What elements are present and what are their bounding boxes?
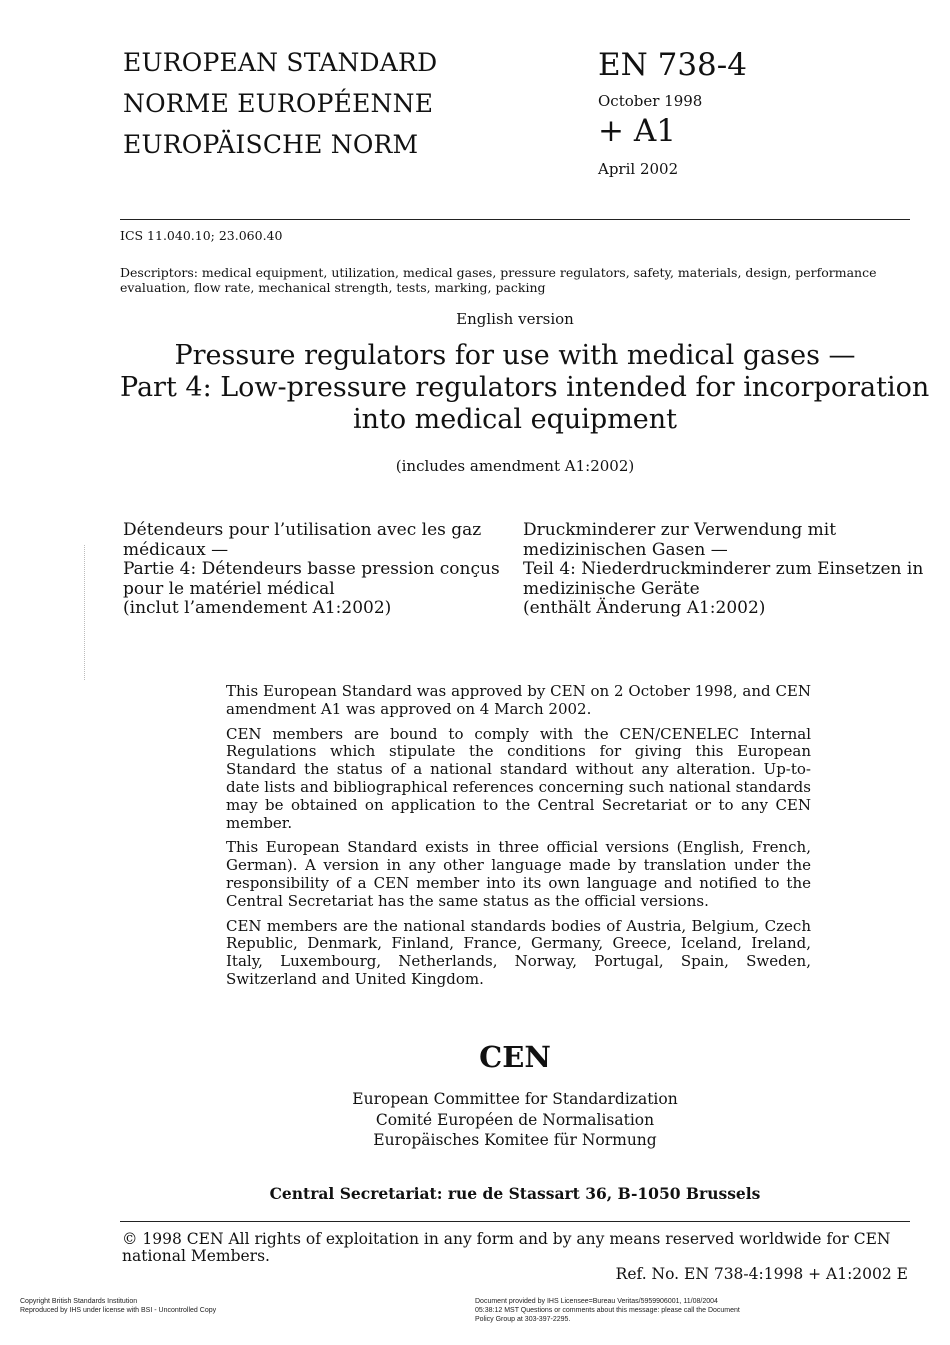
title-line: Pressure regulators for use with medical gases — [174,340,856,371]
paragraph-regulations: CEN members are bound to comply with the CEN/CENELEC Internal Regulations which stipulate the conditions for giving this European Standard the status of a national standard without any alteration. Up-to-date lists and bibliographical references concerning such national standards may be obtained on application to the Central Secretariat or to any CEN member. [226,724,811,832]
margin-mark [84,545,85,680]
document-title [120,340,930,436]
footer-right [475,1297,795,1324]
french-title-line: pour le matériel médical [123,578,335,599]
central-secretariat: Central Secretariat: rue de Stassart 36, B-1050 Brussels [269,1184,761,1203]
paragraph-members: CEN members are the national standards bodies of Austria, Belgium, Czech Republic, Denmark, Finland, France, Germany, Greece, Iceland, Ireland, Italy, Luxembourg, Netherlands, Norway, Portugal, Spain, Sweden, Switzerland and United Kingdom. [226,916,811,988]
paragraph-approval: This European Standard was approved by CEN on 2 October 1998, and CEN amendment A1 was approved on 4 March 2002. [226,682,811,718]
includes-amendment: (includes amendment A1:2002) [395,457,635,475]
cen-name-en: European Committee for Standardization [352,1090,678,1108]
descriptors: Descriptors: medical equipment, utilization, medical gases, pressure regulators, safety, materials, design, performance evaluation, flow rate, mechanical strength, tests, marking, packing [120,265,877,295]
german-title [523,521,923,619]
german-title-line: Druckminderer zur Verwendung mit [523,520,837,540]
standard-name-en: EUROPEAN STANDARD [123,48,438,77]
footer-right-line: 05:38:12 MST Questions or comments about this message: please call the Document [475,1307,740,1314]
french-title-line: (inclut l’amendement A1:2002) [123,598,392,618]
french-title-line: Partie 4: Détendeurs basse pression conçus [123,559,500,579]
standard-date: October 1998 [598,92,703,110]
title-line: Part 4: Low-pressure regulators intended for incorporation [120,372,930,403]
standard-number: EN 738-4 [598,47,747,83]
header-divider [120,219,910,220]
amendment-label: + A1 [598,113,676,149]
version-label: English version [456,310,574,328]
cen-acronym: CEN [479,1040,551,1074]
ics-codes: ICS 11.040.10; 23.060.40 [120,228,283,243]
german-title-line: medizinischen Gasen — [523,539,728,560]
footer-divider [120,1221,910,1222]
french-title-line: Détendeurs pour l’utilisation avec les gaz [123,520,482,540]
standard-names [123,42,437,165]
french-title-line: médicaux — [123,539,229,560]
cen-names [120,1089,910,1151]
german-title-line: (enthält Änderung A1:2002) [523,598,766,618]
copyright-notice: © 1998 CEN All rights of exploitation in any form and by any means reserved worldwide for CEN national Members. [122,1230,891,1265]
footer-right-line: Policy Group at 303-397-2295. [475,1316,571,1323]
footer-left-line: Copyright British Standards Institution [20,1298,138,1305]
german-title-line: medizinische Geräte [523,578,700,599]
cen-name-de: Europäisches Komitee für Normung [373,1131,657,1149]
footer-right-line: Document provided by IHS Licensee=Bureau Veritas/5959906001, 11/08/2004 [475,1298,718,1305]
footer-left-line: Reproduced by IHS under license with BSI - Uncontrolled Copy [20,1307,217,1314]
approval-text [226,683,811,996]
paragraph-versions: This European Standard exists in three official versions (English, French, German). A version in any other language made by translation under the responsibility of a CEN member into its own language and notified to the Central Secretariat has the same status as the official versions. [226,838,811,910]
standard-name-de: EUROPÄISCHE NORM [123,130,419,159]
cen-name-fr: Comité Européen de Normalisation [375,1110,655,1129]
title-line: into medical equipment [352,404,678,435]
french-title [123,521,503,619]
reference-number: Ref. No. EN 738-4:1998 + A1:2002 E [615,1265,908,1283]
footer-left [20,1297,216,1315]
amendment-date: April 2002 [598,160,679,178]
german-title-line: Teil 4: Niederdruckminderer zum Einsetzen in [523,559,924,579]
standard-name-fr: NORME EUROPÉENNE [123,89,434,118]
